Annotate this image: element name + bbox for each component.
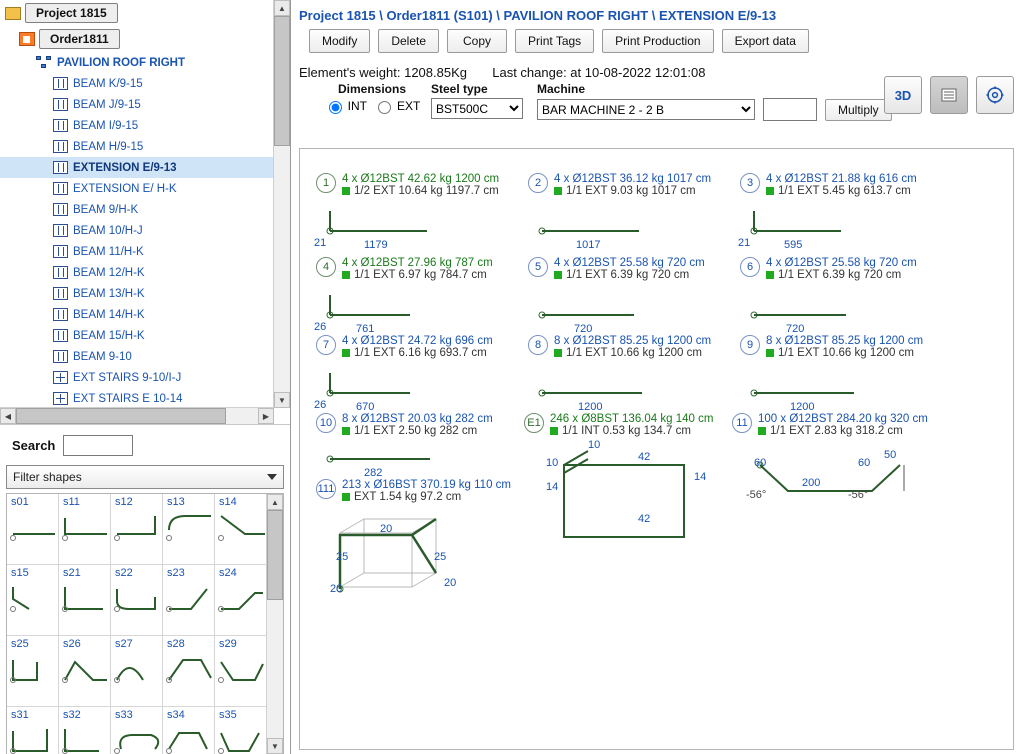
tree-row-beam-h-9-15[interactable] (0, 136, 274, 157)
shape-preview-icon (59, 650, 113, 700)
tree-horizontal-scrollbar[interactable] (0, 407, 274, 424)
bar-shape-diagram (322, 359, 442, 403)
search-input[interactable] (63, 435, 133, 456)
stirrup-left-bottom-dim: 14 (546, 481, 559, 493)
bar-entry[interactable] (528, 335, 712, 413)
folder-icon (4, 6, 21, 21)
bar-entry[interactable] (528, 257, 705, 335)
shape-preview-icon (163, 508, 217, 558)
beam-icon (52, 349, 69, 364)
bar-entry[interactable] (738, 173, 917, 251)
tree-item-label: BEAM I/9-15 (73, 119, 139, 132)
trap-left-dim: 60 (754, 457, 767, 469)
bar-number-badge: 3 (740, 173, 760, 193)
shape-code: s24 (219, 567, 237, 579)
status-square-icon (766, 349, 774, 357)
tree-row-ext-stairs-9-10-i-j[interactable] (0, 367, 274, 388)
shape-code: s26 (63, 638, 81, 650)
trap-angle-right: -56° (848, 489, 869, 501)
status-square-icon (766, 271, 774, 279)
modify-button[interactable]: Modify (309, 29, 370, 53)
bar-spec-line2: 1/1 EXT 5.45 kg 613.7 cm (766, 185, 917, 197)
tree-item-label: EXT STAIRS 9-10/I-J (73, 371, 182, 384)
shape-cell-s15[interactable] (7, 565, 59, 636)
scroll-left-arrow-icon[interactable]: ◀ (0, 408, 16, 424)
bar-spec-line1: 8 x Ø12BST 20.03 kg 282 cm (342, 413, 493, 425)
bar-spec-line1: 100 x Ø12BST 284.20 kg 320 cm (758, 413, 928, 425)
multiply-input[interactable] (763, 98, 817, 121)
shape-cell-s32[interactable] (59, 707, 111, 754)
bar-spec-line1: 4 x Ø12BST 27.96 kg 787 cm (342, 257, 493, 269)
bar-bottom-dim: 761 (356, 323, 375, 335)
shape-cell-s26[interactable] (59, 636, 111, 707)
bar-shape-diagram (746, 197, 866, 241)
bar-number-badge: 5 (528, 257, 548, 277)
cube-shape-diagram (330, 513, 490, 623)
status-square-icon (550, 427, 558, 435)
shape-cell-s14[interactable] (215, 494, 267, 565)
beam-icon (52, 97, 69, 112)
shape-preview-icon (59, 508, 113, 558)
tree-scroll-thumb[interactable] (274, 16, 290, 146)
stairs-icon (52, 391, 69, 406)
shapes-scroll-down-arrow-icon[interactable]: ▼ (267, 738, 283, 754)
bar-shape-diagram (534, 359, 654, 403)
bar-number-badge: 8 (528, 335, 548, 355)
tree-row-beam-9-h-k[interactable] (0, 199, 274, 220)
tree-row-beam-13-h-k[interactable] (0, 283, 274, 304)
left-panel (0, 0, 291, 754)
shape-preview-icon (163, 721, 217, 754)
tree-hscroll-thumb[interactable] (16, 408, 226, 424)
view-list-button[interactable] (930, 76, 968, 114)
bar-spec-line1: 4 x Ø12BST 25.58 kg 720 cm (554, 257, 705, 269)
bar-spec-line1: 8 x Ø12BST 85.25 kg 1200 cm (766, 335, 924, 347)
tree-row-beam-k-9-15[interactable] (0, 73, 274, 94)
bar-left-dim: 21 (314, 237, 327, 249)
shape-cell-s01[interactable] (7, 494, 59, 565)
status-square-icon (554, 349, 562, 357)
right-panel (291, 0, 1022, 754)
bar-bottom-dim: 1200 (790, 401, 815, 413)
shape-preview-icon (7, 508, 61, 558)
export-data-button[interactable]: Export data (722, 29, 809, 53)
filter-shapes-dropdown[interactable] (6, 465, 284, 489)
shape-code: s11 (63, 496, 80, 508)
shape-cell-s13[interactable] (163, 494, 215, 565)
shape-preview-icon (215, 650, 269, 700)
bar-spec-line1: 4 x Ø12BST 21.88 kg 616 cm (766, 173, 917, 185)
dimensions-label: Dimensions (337, 82, 406, 96)
bar-shape-diagram (534, 197, 654, 241)
shape-preview-icon (163, 650, 217, 700)
shapes-palette (6, 493, 284, 754)
shape-code: s23 (167, 567, 185, 579)
tree-item-label: BEAM 12/H-K (73, 266, 145, 279)
project-label: Project 1815 (25, 3, 118, 23)
bar-shape-diagram (322, 437, 442, 471)
bar-spec-line1: 213 x Ø16BST 370.19 kg 110 cm (342, 479, 511, 491)
cube-dim-4: 20 (330, 583, 343, 595)
scroll-down-arrow-icon[interactable]: ▼ (274, 392, 290, 408)
shape-preview-icon (215, 508, 269, 558)
bar-bottom-dim: 282 (364, 467, 383, 479)
status-square-icon (342, 187, 350, 195)
print-production-button[interactable]: Print Production (602, 29, 713, 53)
order-icon (18, 32, 35, 47)
tree-row-ext-stairs-e-10-14[interactable] (0, 388, 274, 408)
bar-spec-line2: 1/1 EXT 2.83 kg 318.2 cm (758, 425, 928, 437)
tree-item-label: EXTENSION E/9-13 (73, 161, 177, 174)
status-square-icon (342, 427, 350, 435)
shape-code: s25 (11, 638, 29, 650)
bar-entry[interactable] (740, 257, 917, 335)
options-row (291, 82, 1022, 121)
bar-entry[interactable] (316, 413, 493, 479)
copy-button[interactable]: Copy (447, 29, 507, 53)
tree-row-extension-e-9-13[interactable] (0, 157, 274, 178)
shape-preview-icon (215, 579, 269, 629)
beam-icon (52, 202, 69, 217)
shape-cell-s23[interactable] (163, 565, 215, 636)
shape-preview-icon (215, 721, 269, 754)
shape-code: s34 (167, 709, 185, 721)
tree-item-label: BEAM 9-10 (73, 350, 132, 363)
shape-cell-s33[interactable] (111, 707, 163, 754)
shape-cell-s34[interactable] (163, 707, 215, 754)
shape-cell-s22[interactable] (111, 565, 163, 636)
machine-label: Machine (537, 82, 586, 96)
bar-entry[interactable] (528, 173, 712, 251)
delete-button[interactable]: Delete (378, 29, 439, 53)
tree-row-beam-15-h-k[interactable] (0, 325, 274, 346)
bar-number-badge: 10 (316, 413, 336, 433)
radio-int-label: INT (347, 99, 367, 113)
shape-preview-icon (7, 579, 61, 629)
bar-spec-line2: 1/1 EXT 10.66 kg 1200 cm (554, 347, 711, 359)
bar-spec-line1: 8 x Ø12BST 85.25 kg 1200 cm (554, 335, 712, 347)
status-square-icon (342, 271, 350, 279)
stirrup-hook-dim: 10 (588, 439, 601, 451)
tree-item-label: PAVILION ROOF RIGHT (57, 56, 185, 69)
tree-item-label: BEAM 9/H-K (73, 203, 139, 216)
tree-row-beam-12-h-k[interactable] (0, 262, 274, 283)
shape-code: s28 (167, 638, 185, 650)
shape-cell-s27[interactable] (111, 636, 163, 707)
bar-number-badge: 9 (740, 335, 760, 355)
filter-shapes-label: Filter shapes (13, 470, 82, 484)
bar-number-badge: 111 (316, 479, 336, 499)
tree-row-beam-14-h-k[interactable] (0, 304, 274, 325)
bar-number-badge: 6 (740, 257, 760, 277)
dimensions-radio-group[interactable] (324, 98, 421, 114)
beam-icon (52, 223, 69, 238)
status-square-icon (342, 493, 350, 501)
cube-dim-1: 25 (336, 551, 349, 563)
stairs-icon (52, 370, 69, 385)
radio-ext-input[interactable] (378, 101, 391, 114)
shape-preview-icon (111, 508, 165, 558)
beam-icon (52, 286, 69, 301)
shape-preview-icon (111, 721, 165, 754)
beam-icon (52, 181, 69, 196)
bar-entry[interactable] (316, 479, 511, 628)
shape-code: s21 (63, 567, 81, 579)
list-icon (940, 86, 958, 104)
bar-left-dim: 26 (314, 399, 327, 411)
bar-spec-line2: 1/1 INT 0.53 kg 134.7 cm (550, 425, 713, 437)
beam-icon (52, 118, 69, 133)
bar-spec-line1: 4 x Ø12BST 24.72 kg 696 cm (342, 335, 493, 347)
project-tree-panel (0, 0, 290, 425)
stirrup-top-dim: 42 (638, 451, 651, 463)
bar-bottom-dim: 1017 (576, 239, 601, 251)
tree-item-label: BEAM J/9-15 (73, 98, 141, 111)
search-label: Search (12, 437, 56, 453)
project-tree[interactable] (0, 0, 274, 408)
beam-icon (52, 328, 69, 343)
bar-bottom-dim: 670 (356, 401, 375, 413)
radio-int-input[interactable] (329, 101, 342, 114)
tree-item-label: EXT STAIRS E 10-14 (73, 392, 183, 405)
bar-number-badge: 1 (316, 173, 336, 193)
toolbar (291, 29, 1022, 61)
chevron-down-icon (267, 474, 277, 480)
radio-int[interactable] (324, 98, 367, 114)
tree-row-beam-9-10[interactable] (0, 346, 274, 367)
shape-code: s32 (63, 709, 81, 721)
shape-preview-icon (7, 721, 61, 754)
bar-shape-diagram (746, 281, 866, 325)
trap-mid-dim: 200 (802, 477, 821, 489)
bar-left-dim: 26 (314, 321, 327, 333)
bar-shape-diagram (322, 281, 442, 325)
search-bar (0, 425, 290, 465)
cube-top-dim: 20 (380, 523, 393, 535)
shape-cell-s35[interactable] (215, 707, 267, 754)
order-label: Order1811 (39, 29, 120, 49)
tree-row-beam-11-h-k[interactable] (0, 241, 274, 262)
shape-cell-s28[interactable] (163, 636, 215, 707)
bar-shape-diagram (322, 197, 442, 241)
trap-right-dim: 60 (858, 457, 871, 469)
tree-row-beam-i-9-15[interactable] (0, 115, 274, 136)
bar-spec-line2: 1/1 EXT 6.39 kg 720 cm (554, 269, 705, 281)
bar-spec-line2: 1/1 EXT 10.66 kg 1200 cm (766, 347, 923, 359)
bar-entry[interactable] (314, 173, 500, 251)
bar-spec-line2: 1/1 EXT 6.16 kg 693.7 cm (342, 347, 493, 359)
bar-entry[interactable] (314, 335, 493, 413)
tree-item-label: BEAM 15/H-K (73, 329, 145, 342)
shape-preview-icon (59, 579, 113, 629)
last-change: Last change: at 10-08-2022 12:01:08 (492, 65, 706, 80)
bar-number-badge: 4 (316, 257, 336, 277)
radio-ext-label: EXT (397, 99, 421, 113)
shape-cell-s31[interactable] (7, 707, 59, 754)
stirrup-right-dim: 14 (694, 471, 707, 483)
shape-cell-s24[interactable] (215, 565, 267, 636)
shapes-grid[interactable] (7, 494, 267, 754)
steel-type-label: Steel type (431, 82, 488, 96)
bar-number-badge: E1 (524, 413, 544, 433)
tree-item-label: BEAM 13/H-K (73, 287, 145, 300)
shape-cell-s29[interactable] (215, 636, 267, 707)
status-square-icon (342, 349, 350, 357)
shape-code: s01 (11, 496, 29, 508)
shape-code: s35 (219, 709, 237, 721)
tree-row-order[interactable] (0, 26, 274, 52)
bar-spec-line2: 1/1 EXT 2.50 kg 282 cm (342, 425, 493, 437)
bar-number-badge: 2 (528, 173, 548, 193)
tree-row-project[interactable] (0, 0, 274, 26)
scroll-right-arrow-icon[interactable]: ▶ (258, 408, 274, 424)
radio-ext[interactable] (373, 98, 420, 114)
bar-spec-line1: 4 x Ø12BST 36.12 kg 1017 cm (554, 173, 712, 185)
tree-item-label: BEAM K/9-15 (73, 77, 143, 90)
shape-preview-icon (111, 579, 165, 629)
bar-spec-line1: 4 x Ø12BST 25.58 kg 720 cm (766, 257, 917, 269)
shape-code: s14 (219, 496, 237, 508)
beam-icon (52, 307, 69, 322)
bar-entry[interactable] (740, 335, 924, 413)
bar-bottom-dim: 595 (784, 239, 803, 251)
shape-preview-icon (163, 579, 217, 629)
shape-preview-icon (111, 650, 165, 700)
trapezoid-shape-diagram (752, 443, 942, 513)
bar-bottom-dim: 720 (574, 323, 593, 335)
status-square-icon (554, 187, 562, 195)
bar-spec-line2: 1/1 EXT 9.03 kg 1017 cm (554, 185, 711, 197)
shape-code: s29 (219, 638, 237, 650)
tree-row-extension-e-h-k[interactable] (0, 178, 274, 199)
beam-icon (52, 265, 69, 280)
status-square-icon (758, 427, 766, 435)
bar-spec-line2: 1/1 EXT 6.97 kg 784.7 cm (342, 269, 493, 281)
bar-spec-line1: 4 x Ø12BST 42.62 kg 1200 cm (342, 173, 500, 185)
shape-preview-icon (7, 650, 61, 700)
shape-cell-s11[interactable] (59, 494, 111, 565)
bar-number-badge: 11 (732, 413, 752, 433)
shape-cell-s25[interactable] (7, 636, 59, 707)
tree-vertical-scrollbar[interactable] (273, 0, 290, 408)
shape-code: s31 (11, 709, 29, 721)
cube-dim-3: 20 (444, 577, 457, 589)
bar-entry[interactable] (524, 413, 724, 558)
tree-item-label: BEAM 10/H-J (73, 224, 143, 237)
print-tags-button[interactable]: Print Tags (515, 29, 594, 53)
tree-item-label: BEAM 14/H-K (73, 308, 145, 321)
view-settings-button[interactable] (976, 76, 1014, 114)
shape-code: s13 (167, 496, 185, 508)
bar-entry[interactable] (732, 413, 942, 518)
shapes-scroll-thumb[interactable] (267, 510, 283, 600)
machine-select[interactable] (537, 99, 755, 120)
bar-shape-diagram (746, 359, 866, 403)
shape-code: s33 (115, 709, 133, 721)
bar-spec-line2: 1/1 EXT 6.39 kg 720 cm (766, 269, 917, 281)
bar-shape-diagram (534, 281, 654, 325)
shape-code: s27 (115, 638, 133, 650)
shape-cell-s12[interactable] (111, 494, 163, 565)
beam-icon (52, 76, 69, 91)
tree-item-label: BEAM H/9-15 (73, 140, 144, 153)
tree-item-label: BEAM 11/H-K (73, 245, 144, 258)
beam-icon (52, 139, 69, 154)
bar-spec-line2: EXT 1.54 kg 97.2 cm (342, 491, 511, 503)
bar-list-area (299, 148, 1014, 750)
beam-icon (52, 244, 69, 259)
tree-item-label: EXTENSION E/ H-K (73, 182, 177, 195)
cube-dim-2: 25 (434, 551, 447, 563)
bar-bottom-dim: 720 (786, 323, 805, 335)
shapes-vertical-scrollbar[interactable] (266, 494, 283, 754)
bar-number-badge: 7 (316, 335, 336, 355)
shape-code: s22 (115, 567, 133, 579)
breadcrumb: Project 1815 \ Order1811 (S101) \ PAVILION ROOF RIGHT \ EXTENSION E/9-13 (299, 8, 777, 23)
steel-type-select[interactable] (431, 98, 523, 119)
shape-cell-s21[interactable] (59, 565, 111, 636)
tree-row-beam-10-h-j[interactable] (0, 220, 274, 241)
shape-code: s12 (115, 496, 133, 508)
scroll-up-arrow-icon[interactable]: ▲ (274, 0, 290, 16)
trap-height-dim: 50 (884, 449, 897, 461)
bar-bottom-dim: 1200 (578, 401, 603, 413)
bar-spec-line1: 246 x Ø8BST 136.04 kg 140 cm (550, 413, 714, 425)
trap-angle-left: -56° (746, 489, 767, 501)
element-weight: Element's weight: 1208.85Kg (299, 65, 467, 80)
bar-spec-line2: 1/2 EXT 10.64 kg 1197.7 cm (342, 185, 499, 197)
stirrup-bottom-dim: 42 (638, 513, 651, 525)
tree-row-pavilion-roof-right[interactable] (0, 52, 274, 73)
gear-icon (985, 85, 1005, 105)
view-3d-button[interactable]: 3D (884, 76, 922, 114)
network-icon (36, 55, 53, 70)
shapes-scroll-up-arrow-icon[interactable]: ▲ (267, 494, 283, 510)
shape-preview-icon (59, 721, 113, 754)
stirrup-left-top-dim: 10 (546, 457, 559, 469)
beam-icon (52, 160, 69, 175)
status-square-icon (554, 271, 562, 279)
bar-entry[interactable] (314, 257, 493, 335)
bar-left-dim: 21 (738, 237, 751, 249)
status-square-icon (766, 187, 774, 195)
multiply-button[interactable]: Multiply (825, 99, 892, 121)
shape-code: s15 (11, 567, 29, 579)
bar-bottom-dim: 1179 (364, 239, 388, 251)
tree-row-beam-j-9-15[interactable] (0, 94, 274, 115)
